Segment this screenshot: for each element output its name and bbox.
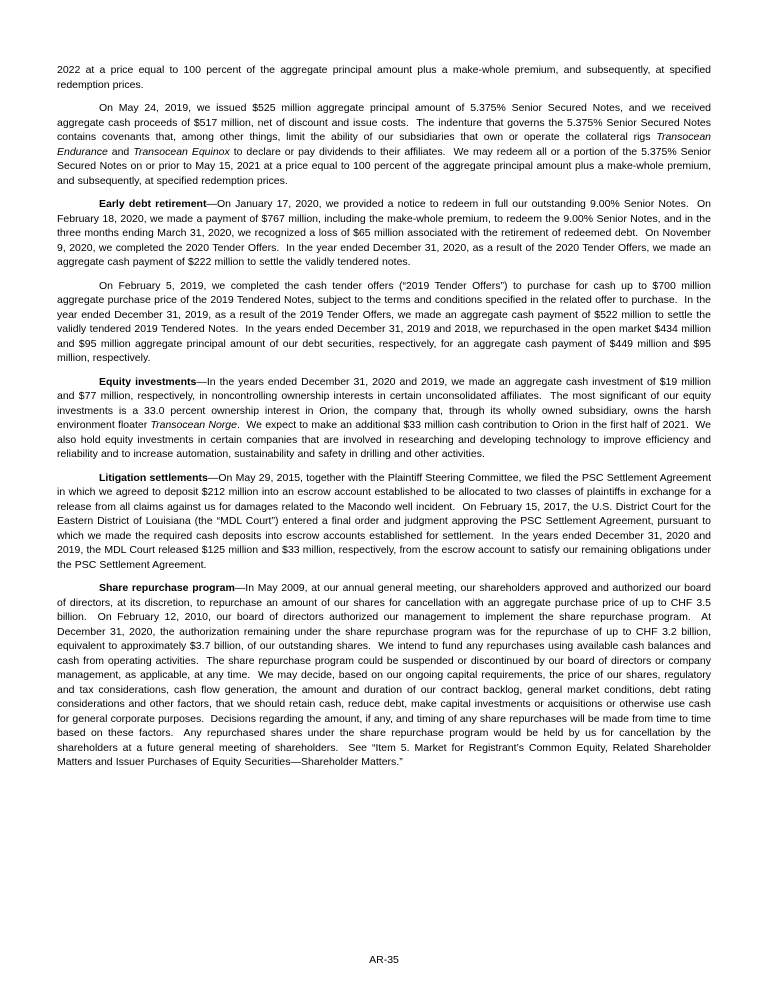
text-segment-normal: to declare or pay dividends to their affiliates. We may redeem all or a portion of the 5.375% Senior Secured Notes on or prior to May 15, 2021 at a price equal to 100 percent of the aggregate principal amount plus a make-whole premium, and subsequently, at specified redemption prices. <box>57 145 711 187</box>
text-segment-normal: . We expect to make an additional $33 million cash contribution to Orion in the first half of 2021. We also hold equity investments in certain companies that are involved in researching and developing technology to improve efficiency and reliability and to increase automation, sustainability and safety in drilling and other activities. <box>57 419 711 460</box>
paragraph <box>57 581 711 770</box>
text-segment-normal: and <box>107 145 134 158</box>
paragraph <box>57 279 711 366</box>
text-segment-italic: Transocean Norge <box>150 419 237 431</box>
text-segment-normal: —In May 2009, at our annual general meeting, our shareholders approved and authorized our board of directors, at its discretion, to repurchase an amount of our shares for cancellation with an aggregate purchase price of up to CHF 3.5 billion. On February 12, 2010, our board of directors authorized our management to implement the share repurchase program. At December 31, 2020, the authorization remaining under the share repurchase program was for the repurchase of up to CHF 3.2 billion, equivalent to approximately $3.7 billion, of our outstanding shares. We intend to fund any repurchases using available cash balances and cash from operating activities. The share repurchase program could be suspended or discontinued by our board of directors or company management, as applicable, at any time. We may decide, based on our ongoing capital requirements, the price of our shares, regulatory and tax considerations, cash flow generation, the amount and duration of our contract backlog, general market conditions, debt rating considerations and other factors, that we should retain cash, reduce debt, make capital investments or acquisitions or otherwise use cash for general corporate purposes. Decisions regarding the amount, if any, and timing of any share repurchases will be made from time to time based on these factors. Any repurchased shares under the share repurchase program would be held by us for cancellation by the shareholders at a future general meeting of shareholders. See “Item 5. Market for Registrant’s Common Equity, Related Shareholder Matters and Issuer Purchases of Equity Securities—Shareholder Matters.” <box>57 582 711 768</box>
text-segment-normal: —In the years ended December 31, 2020 and 2019, we made an aggregate cash investment of $19 million and $77 million, respectively, in noncontrolling ownership interests in certain unconsolidated affiliates. The most significant of our equity investments is a 33.0 percent ownership interest in Orion, the company that, through its wholly owned subsidiary, owns the harsh environment floater <box>57 375 712 431</box>
page-number: AR-35 <box>369 954 399 966</box>
text-segment-normal: On February 5, 2019, we completed the cash tender offers (“2019 Tender Offers”) to purchase for cash up to $700 million aggregate purchase price of the 2019 Tendered Notes, subject to the terms and conditions specified in the related offer to purchase. In the year ended December 31, 2019, as a result of the 2019 Tender Offers, we made an aggregate cash payment of $522 million to settle the validly tendered 2019 Tendered Notes. In the years ended December 31, 2019 and 2018, we repurchased in the open market $434 million and $95 million aggregate principal amount of our debt securities, respectively, for an aggregate cash payment of $449 million and $95 million, respectively. <box>57 279 711 364</box>
paragraph <box>57 63 711 92</box>
paragraph <box>57 197 711 270</box>
text-segment-bold: Litigation settlements <box>99 471 208 484</box>
text-segment-normal: 2022 at a price equal to 100 percent of the aggregate principal amount plus a make-whole premium, and subsequently, at specified redemption prices. <box>57 64 711 91</box>
text-segment-italic: Transocean Endurance <box>57 131 711 158</box>
paragraph <box>57 101 711 188</box>
text-segment-bold: Early debt retirement <box>99 198 207 210</box>
text-segment-italic: Transocean Equinox <box>133 145 230 158</box>
paragraph <box>57 471 711 573</box>
text-segment-bold: Equity investments <box>99 375 197 388</box>
paragraph <box>57 375 711 462</box>
text-segment-bold: Share repurchase program <box>99 582 235 594</box>
text-segment-normal: —On January 17, 2020, we provided a notice to redeem in full our outstanding 9.00% Senior Notes. On February 18, 2020, we made a payment of $767 million, including the make-whole premium, to redeem the 9.00% Senior Notes, and in the three months ending March 31, 2020, we recognized a loss of $65 million associated with the retirement of redeemed debt. On November 9, 2020, we completed the 2020 Tender Offers. In the year ended December 31, 2020, as a result of the 2020 Tender Offers, we made an aggregate cash payment of $222 million to settle the validly tendered notes. <box>57 198 711 268</box>
document-body <box>57 63 711 779</box>
text-segment-normal: —On May 29, 2015, together with the Plaintiff Steering Committee, we filed the PSC Settlement Agreement in which we agreed to deposit $212 million into an escrow account established to be allocated to two classes of plaintiffs in exchange for a release from all claims against us for damages related to the Macondo well incident. On February 15, 2017, the U.S. District Court for the Eastern District of Louisiana (the “MDL Court”) entered a final order and judgment approving the PSC Settlement Agreement, pursuant to which we made the required cash deposits into escrow accounts established for settlement. In the years ended December 31, 2020 and 2019, the MDL Court released $125 million and $33 million, respectively, from the escrow account to satisfy our remaining obligations under the PSC Settlement Agreement. <box>57 471 711 571</box>
text-segment-normal: On May 24, 2019, we issued $525 million aggregate principal amount of 5.375% Senior Secured Notes, and we received aggregate cash proceeds of $517 million, net of discount and issue costs. The indenture that governs the 5.375% Senior Secured Notes contains covenants that, among other things, limit the ability of our subsidiaries that own or operate the collateral rigs <box>57 102 711 143</box>
